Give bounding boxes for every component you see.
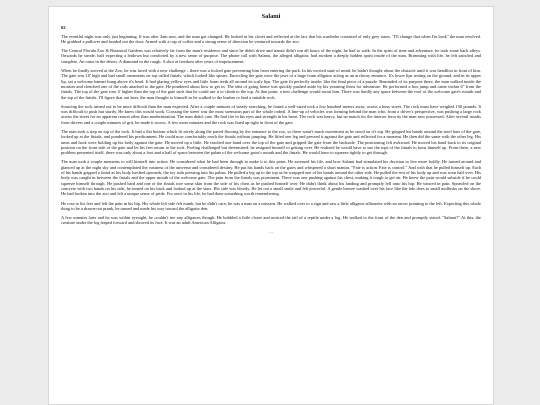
paragraph: The man took a step on top of the rock. It had a flat bottom which fit nicely along the paved flooring by the entrance to the zoo, so there wasn't much movement as he stood on it's top. He gripped his hands around the steel bars of the gate, looked up at the finials, and pondered his predicament. He could now comfortably reach the finials without jumping. He lifted one leg and pressed it against the gate and reflected for a moment. He then did the same with the other leg. His arms and back were holding up his body against the gate. He moved up a little. He reached one hand over the top of the gate and gripped the gate from the backside. The positioning felt awkward. He moved his hand back to its original position on the front side of the gate and let his feet return to the rock. Feeling challenged but determined, he resigned himself to getting over. He realized he would have to use the tops of the finials to hoist himself up. From there, a new problem presented itself; there was only about a foot and a half of space between the palate of the welcome gator's mouth and the finials. He would have to squeeze tightly to get through.	[61, 128, 481, 156]
document-page	[48, 6, 494, 405]
paragraph: The man took a couple moments to will himself into action. He considered what he had been through to make it to this point. He assessed his life, and how Salami had stimulated his decision to live more boldly. He turned around and glanced up at the night sky and contemplated the vastness of the universe and considered destiny. He put his hands back on the gates and whispered a short mantra, "Fate is action. Fate is control." And with that he pulled himself up. Each of his hands gripped a finial as his body lurched upwards, the toy rods pressing into his palms. He pulled a leg up to the top as he wrapped one of his hands around the other side. He pulled the rest of his body up and was soon half over. His body was caught in between the finials and the upper mouth of the welcome gate. The pain from the finials was prominent. There was one pushing against his chest, making it tough to get air. He knew the pain would subside if he could squeeze himself through. He pushed hard and one of the finials tore some skin from the side of his chest as he pushed himself over. He didn't think about his landing and promptly fell onto his hip. He winced in pain. Sprawled on the concrete with two hands on his side, he turned on his back and looked up at the stars. His side was bloody. He let out a small smile and felt powerful. A gentle breeze washed over his face like the tide does to small mollusks on the shore. He had broken into the zoo and felt a unique sense of pride. For once in his life, he had done something worth remembering.	[61, 159, 481, 197]
paragraph: When he finally arrived at the Zoo, he was faced with a new challenge – there was a locked gate preventing him from entering the park. In his excited state of mind, he hadn't thought about the obstacle until it was headfirst in front of him. The gate was 10' high and had small ornaments on top called finials, which looked like spears. Encircling the gate were the jaws of a huge foam alligator acting as an archway entrance. It's lower lips resting on the ground, and in its upper lip, sat a welcome banner hung above it's head. It had glaring yellow eyes and little foam teeth all around its scaly lips. The gate fit perfectly inside, like the final piece of a puzzle. Reminded of its purpose there, the man walked inside the monster and clenched one of the rods attached to the gate. He pondered about how to get in. The idea of going home was quickly pushed aside by his yearning thirst for adventure. He performed a box jump and came within 6" from the finials. The top of the gate rose 4' higher than the top of the gate such that he could use it to climb to the top. At that point, a new challenge would await him. There was hardly any space between the roof of the welcome gate's mouth and the top of the finials. I'll figure that out later, the man thought to himself as he walked to the bushes to find a suitable rock.	[61, 67, 481, 100]
paragraph: The Central Florida Zoo & Botanical Gardens was relatively far from the man's residence and since he didn't drive and transit didn't run all hours of the night, he had to walk. In the spirit of time and adventure, he took some back alleys. Onwards he strode, half expecting a letdown but comforted by a new sense of purpose. The phone call with Salami, the alleged alligator, had awoken a deeply hidden spirit inside of the man. Brimming with life, he felt satisfied and complete. An oasis in the desert. A diamond in the rough. A shot at freedom after years of imprisonment.	[61, 47, 481, 64]
paragraph: The eventful night was only just beginning. It was after 3am now, and the man got changed. He looked in his closet and reflected at the fact that his wardrobe consisted of only grey tones. "I'll change that when I'm back" the man resolved. He grabbed a pullover and headed out the door. Armed with a cup of coffee and a strong sense of direction he ventured towards the zoo.	[61, 33, 481, 44]
continuation-marker: ···	[268, 229, 274, 235]
paragraph: He rose to his feet and felt the pain in his hip. His whole left side felt numb, but he didn't care; he was a man on a mission. He walked over to a sign and saw a little alligator silhouette with an arrow pointing to the left. Expecting this whole thing to be a drawn-out prank, he turned and made his way toward the alligator den.	[61, 200, 481, 211]
document-title: Salami	[261, 13, 281, 20]
paragraph: A few minutes later and he was within eyesight, he couldn't see any alligators though. He hobbled a little closer and noticed the tail of a reptile under a log. He walked to the front of the den and promptly stated, "Salami?" At this, the creature under the log leaped forward and showed its face. It was an adult American Alligator.	[61, 215, 481, 226]
chapter-number: 02	[61, 25, 66, 30]
paragraph: Sourcing the rock turned out to be more difficult than the man expected. After a couple minutes of steady searching, he found a well-sized rock a few hundred meters away, across a busy street. The rock must have weighed 150 pounds. It was difficult to push but sturdy. He knew this would work. Crossing the street was the most strenuous part of the whole ordeal. A line-up of vehicles was forming behind the man who, from a driver's perspective, was pushing a large rock across the street for no apparent reason other than modernization. The man didn't care. He had fire in his eyes and strength in his heart. The rock was heavy, but no match for the interior ferocity the man now possessed. After several insults from drivers and a couple minutes of grit, he made it across. A few more minutes and the rock was lined up right in front of the gate.	[61, 103, 481, 125]
